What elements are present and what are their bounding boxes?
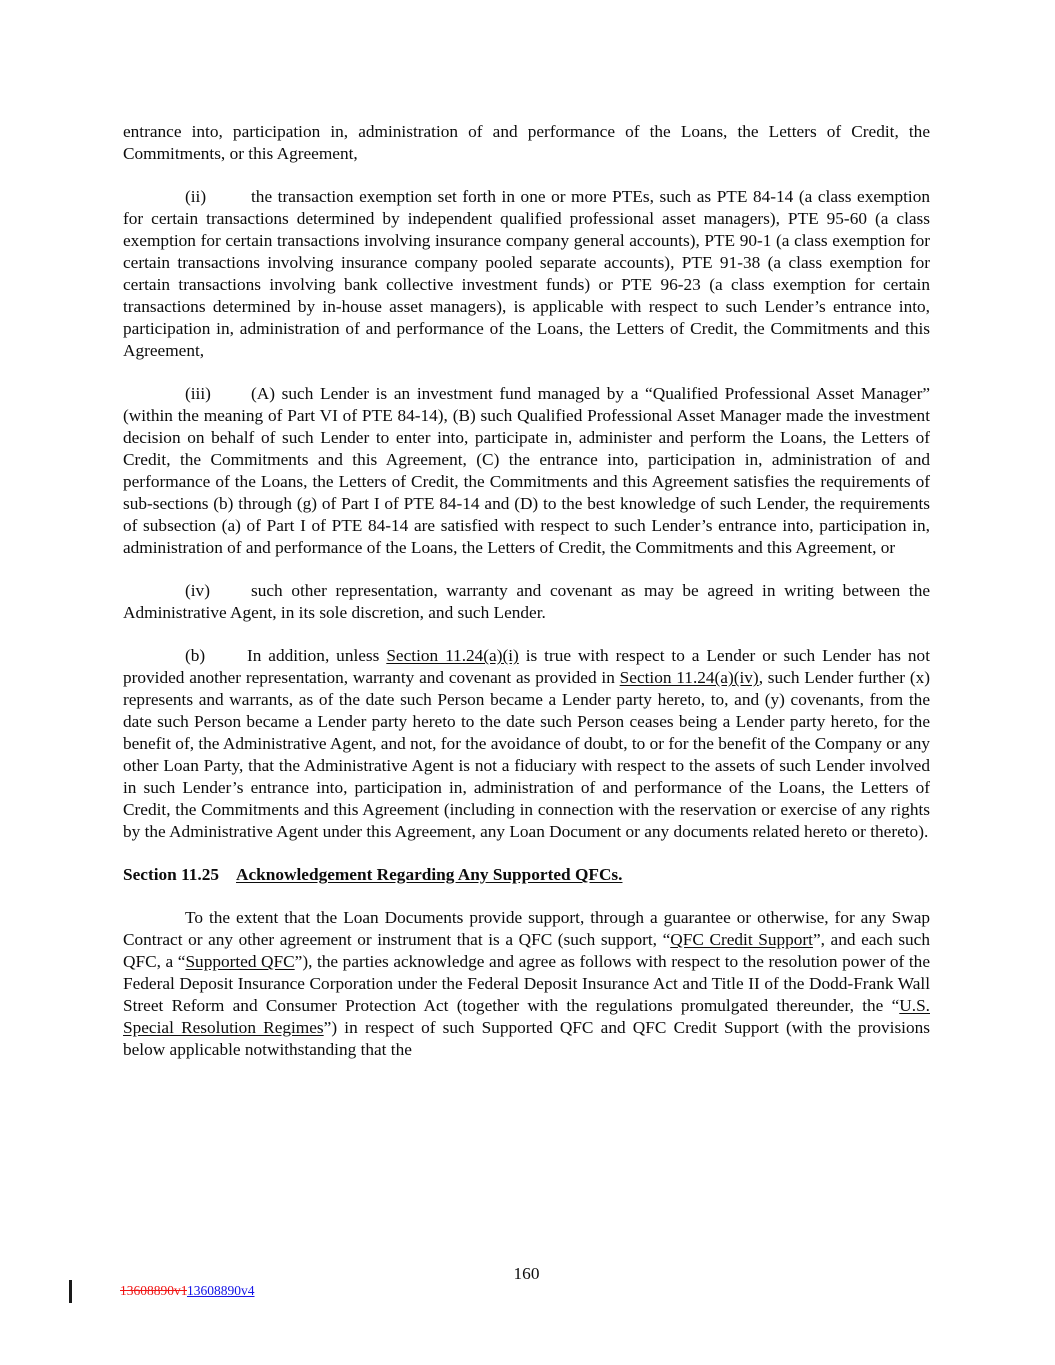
qfc-acknowledgement-paragraph: To the extent that the Loan Documents provide support, through a guarantee or otherwise, for any Swap Contract or any other agreement or instrument that is a QFC (such support, “QFC Credit Support”, and each such QFC, a “Supported QFC”), the parties acknowledge and agree as follows with respect to the resolution power of the Federal Deposit Insurance Corporation under the Federal Deposit Insurance Act and Title II of the Dodd-Frank Wall Street Reform and Consumer Protection Act (together with the regulations promulgated thereunder, the “U.S. Special Resolution Regimes”) in respect of such Supported QFC and QFC Credit Support (with the provisions below applicable notwithstanding that the xyxy=(123,908,930,1059)
clause-b-paragraph xyxy=(123,645,930,843)
paragraph-continuation-clause-i: entrance into, participation in, administration of and performance of the Loans, the Letters of Credit, the Commitments, or this Agreement, xyxy=(123,122,930,163)
clause-iv-text: such other representation, warranty and covenant as may be agreed in writing between the Administrative Agent, in its sole discretion, and such Lender. xyxy=(123,581,930,622)
clause-iii-label: (iii) xyxy=(185,384,211,403)
clause-iii-paragraph xyxy=(123,383,930,559)
section-number: Section 11.25 xyxy=(123,865,220,884)
clause-iv-paragraph xyxy=(123,580,930,624)
document-content xyxy=(123,121,930,1082)
clause-ii-label: (ii) xyxy=(185,187,207,206)
section-heading xyxy=(123,864,930,886)
clause-ii-paragraph xyxy=(123,186,930,362)
deleted-doc-id-text: 13608890v1 xyxy=(120,1283,187,1298)
revision-footer xyxy=(120,1282,255,1300)
clause-ii-text: the transaction exemption set forth in one or more PTEs, such as PTE 84-14 (a class exemption for certain transactions determined by independent qualified professional asset managers), PTE 95-60 (a class exemption for certain transactions involving insurance company general accounts), PTE 90-1 (a class exemption for certain transactions involving insurance company pooled separate accounts), PTE 91-38 (a class exemption for certain transactions involving bank collective investment funds) or PTE 96-23 (a class exemption for certain transactions determined by in-house asset managers), is applicable with respect to such Lender’s entrance into, participation in, administration of and performance of the Loans, the Letters of Credit, the Commitments and this Agreement, xyxy=(123,187,930,360)
section-title: Acknowledgement Regarding Any Supported QFCs. xyxy=(236,865,623,884)
clause-iv-label: (iv) xyxy=(185,581,210,600)
revision-change-bar xyxy=(69,1280,72,1303)
inserted-doc-id-text: 13608890v4 xyxy=(187,1283,255,1298)
clause-b-label: (b) xyxy=(185,646,206,665)
page-number: 160 xyxy=(513,1264,540,1283)
clause-iii-text: (A) such Lender is an investment fund managed by a “Qualified Professional Asset Manager” (within the meaning of Part VI of PTE 84-14), (B) such Qualified Professional Asset Manager made the investment decision on behalf of such Lender to enter into, participate in, administer and perform the Loans, the Letters of Credit, the Commitments and this Agreement, (C) the entrance into, participation in, administration of and performance of the Loans, the Letters of Credit, the Commitments and this Agreement satisfies the requirements of sub-sections (b) through (g) of Part I of PTE 84-14 and (D) to the best knowledge of such Lender, the requirements of subsection (a) of Part I of PTE 84-14 are satisfied with respect to such Lender’s entrance into, participation in, administration of and performance of the Loans, the Letters of Credit, the Commitments and this Agreement, or xyxy=(123,384,930,557)
clause-b-text: In addition, unless Section 11.24(a)(i) is true with respect to a Lender or such Lender has not provided another representation, warranty and covenant as provided in Section 11.24(a)(iv), such Lender further (x) represents and warrants, as of the date such Person became a Lender party hereto, to, and (y) covenants, from the date such Person became a Lender party hereto to the date such Person ceases being a Lender party hereto, for the benefit of, the Administrative Agent, and not, for the avoidance of doubt, to or for the benefit of the Company or any other Loan Party, that the Administrative Agent is not a fiduciary with respect to the assets of such Lender involved in such Lender’s entrance into, participation in, administration of and performance of the Loans, the Letters of Credit, the Commitments and this Agreement (including in connection with the reservation or exercise of any rights by the Administrative Agent under this Agreement, any Loan Document or any documents related hereto or thereto). xyxy=(123,646,930,841)
